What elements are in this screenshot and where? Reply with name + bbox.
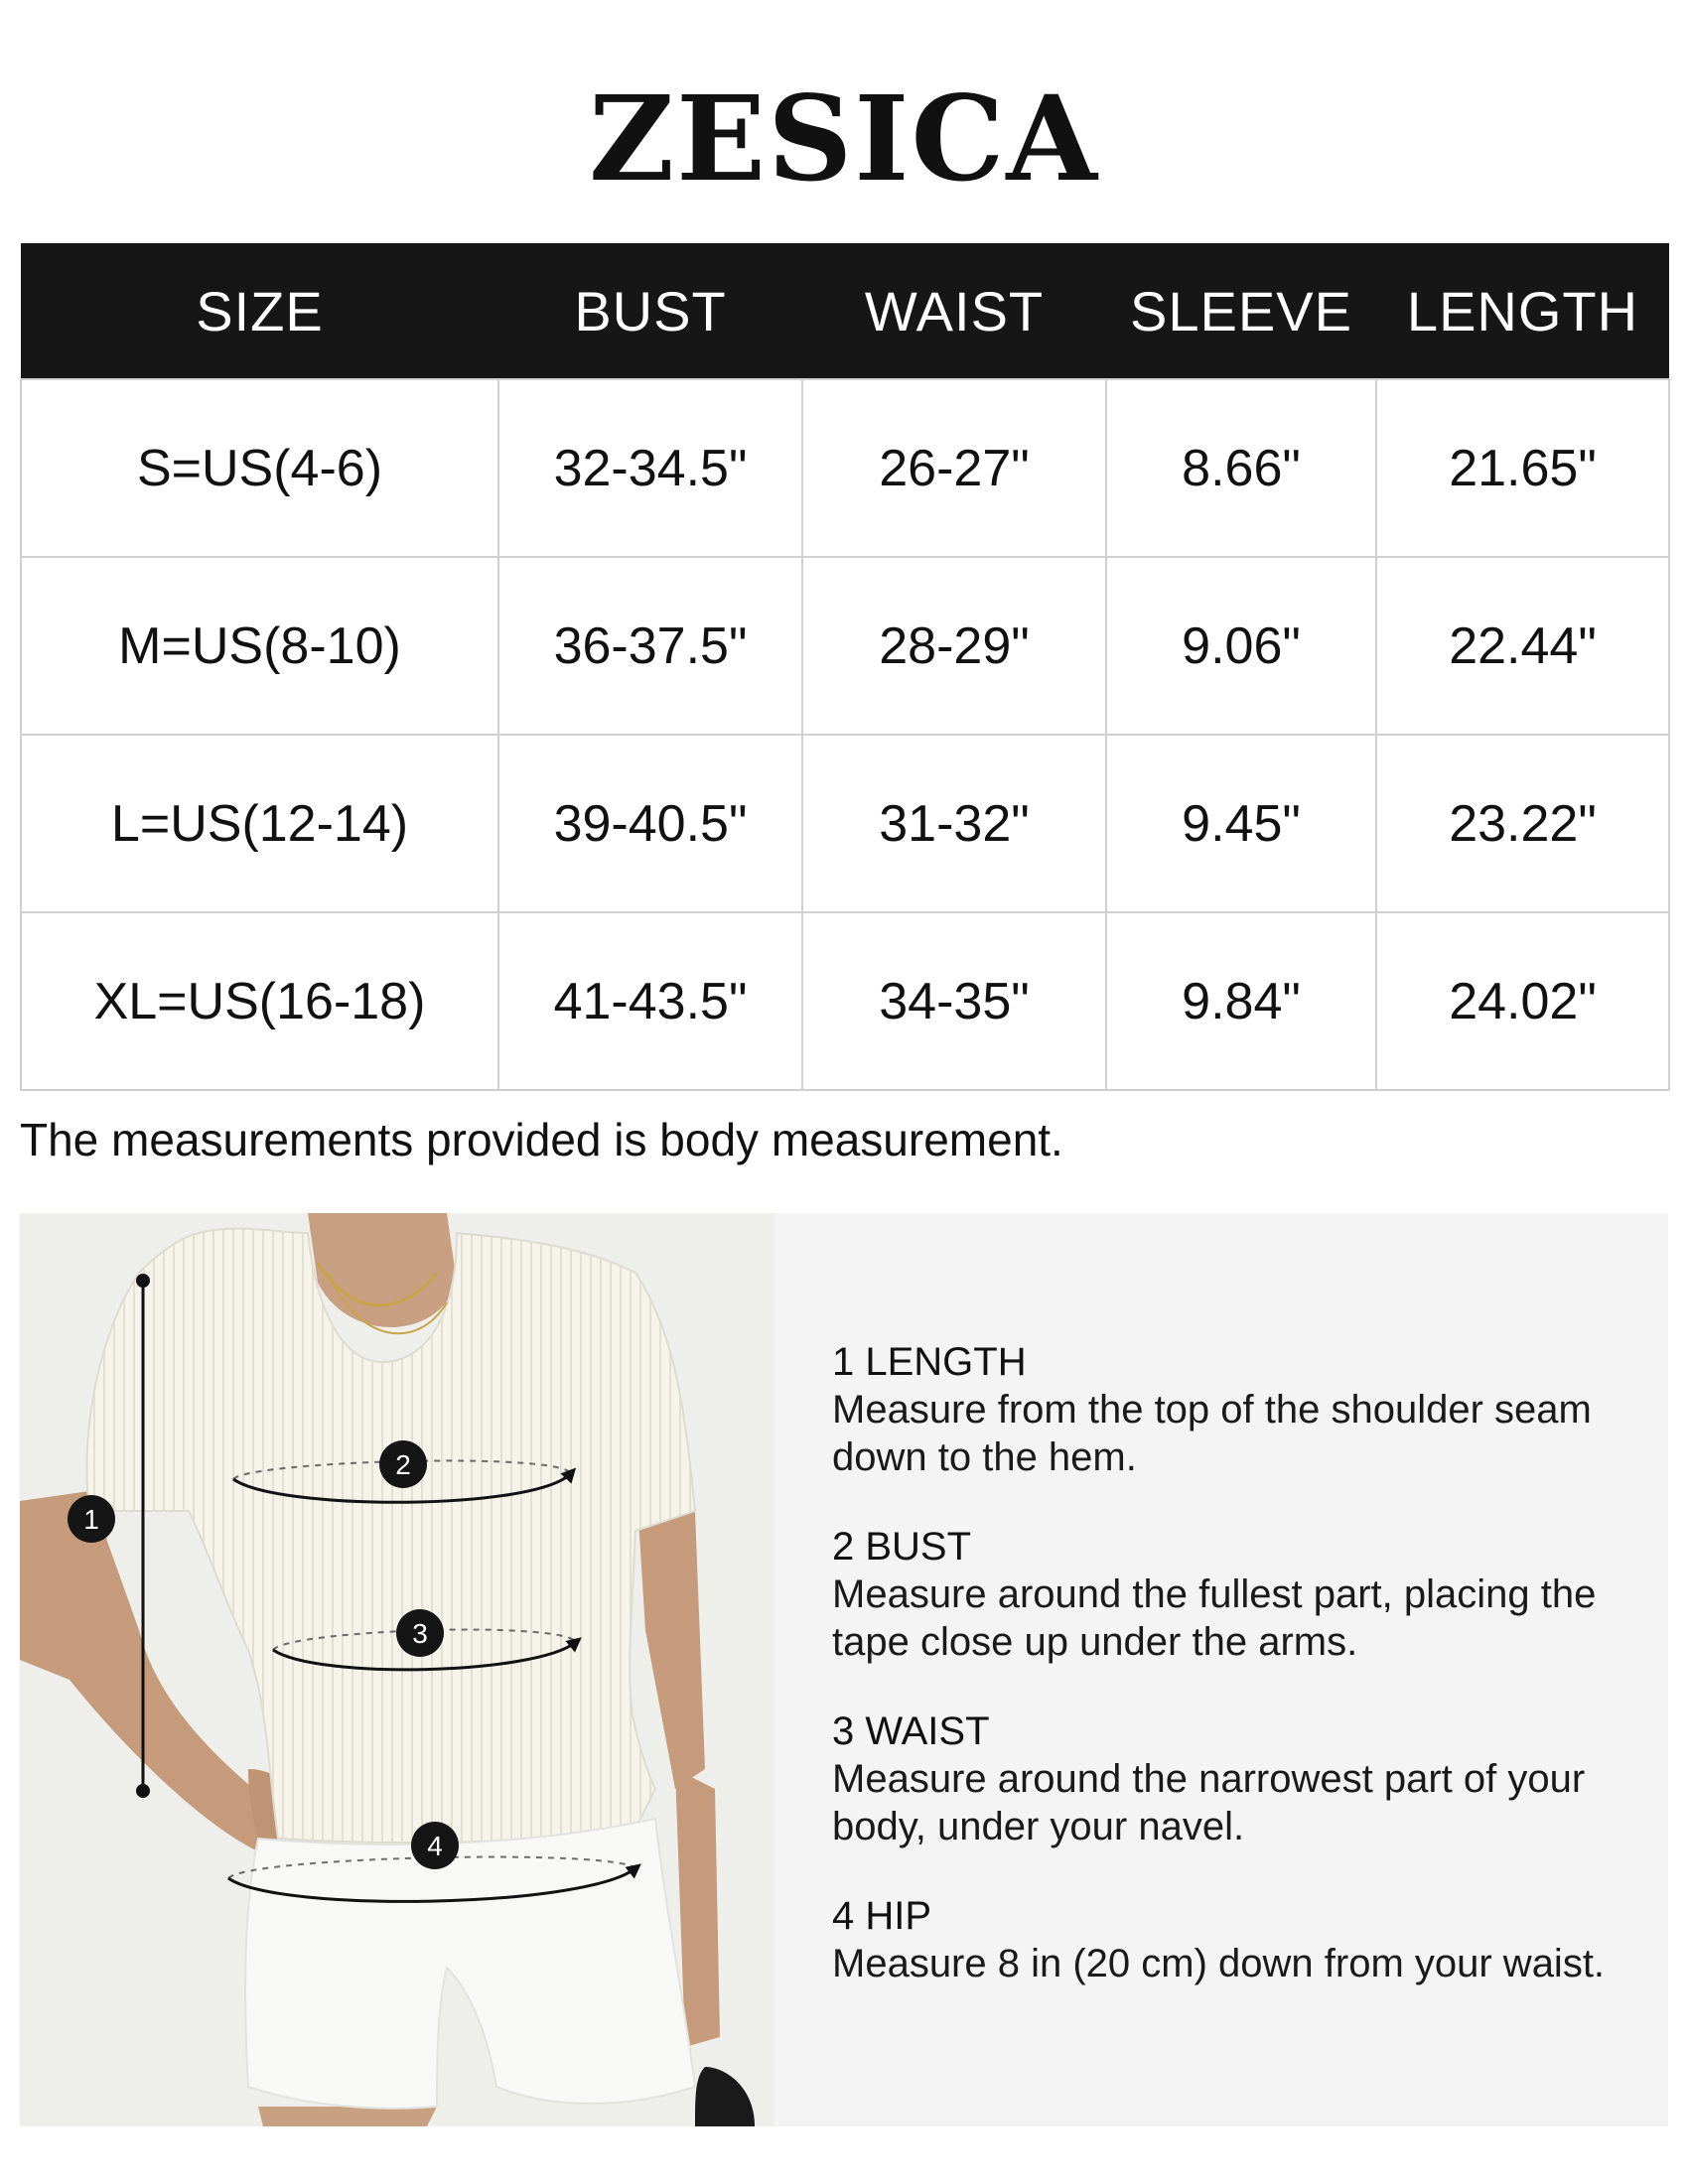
cell-waist: 34-35" [802, 912, 1106, 1090]
cell-length: 24.02" [1376, 912, 1669, 1090]
step-text: Measure 8 in (20 cm) down from your waist. [832, 1942, 1606, 1985]
header-length: LENGTH [1376, 243, 1669, 379]
cell-size: L=US(12-14) [21, 735, 498, 912]
header-bust: BUST [498, 243, 802, 379]
cell-length: 22.44" [1376, 557, 1669, 735]
marker-length [68, 1495, 115, 1543]
cell-sleeve: 9.45" [1106, 735, 1376, 912]
cell-bust: 41-43.5" [498, 912, 802, 1090]
size-chart-table [20, 243, 1670, 1091]
cell-bust: 36-37.5" [498, 557, 802, 735]
step-hip [832, 1892, 1646, 1987]
marker-label: 4 [427, 1831, 443, 1861]
marker-waist [396, 1609, 444, 1657]
table-row [21, 379, 1669, 557]
marker-label: 1 [83, 1504, 99, 1535]
cell-waist: 26-27" [802, 379, 1106, 557]
step-heading: 3 WAIST [832, 1709, 990, 1753]
marker-label: 2 [395, 1449, 411, 1480]
measurement-instructions [832, 1338, 1646, 2029]
brand-logo: ZESICA [589, 69, 1099, 207]
table-row [21, 912, 1669, 1090]
cell-length: 21.65" [1376, 379, 1669, 557]
cell-waist: 31-32" [802, 735, 1106, 912]
header-sleeve: SLEEVE [1106, 243, 1376, 379]
header-size: SIZE [21, 243, 498, 379]
step-text: Measure around the narrowest part of your body, under your navel. [832, 1757, 1586, 1848]
step-text: Measure around the fullest part, placing the tape close up under the arms. [832, 1572, 1597, 1664]
cell-size: XL=US(16-18) [21, 912, 498, 1090]
marker-hip [411, 1822, 459, 1869]
marker-label: 3 [412, 1618, 428, 1649]
cell-size: S=US(4-6) [21, 379, 498, 557]
cell-waist: 28-29" [802, 557, 1106, 735]
cell-size: M=US(8-10) [21, 557, 498, 735]
table-row [21, 735, 1669, 912]
step-waist [832, 1707, 1646, 1850]
header-waist: WAIST [802, 243, 1106, 379]
step-bust [832, 1523, 1646, 1666]
marker-bust [379, 1440, 427, 1488]
measurement-note: The measurements provided is body measurement. [20, 1114, 1063, 1165]
table-header-row [21, 243, 1669, 379]
cell-length: 23.22" [1376, 735, 1669, 912]
measuring-guide-panel [20, 1213, 1668, 2126]
cell-bust: 39-40.5" [498, 735, 802, 912]
cell-bust: 32-34.5" [498, 379, 802, 557]
step-heading: 4 HIP [832, 1894, 932, 1938]
cell-sleeve: 9.84" [1106, 912, 1376, 1090]
model-photo [20, 1213, 774, 2126]
step-text: Measure from the top of the shoulder seam down to the hem. [832, 1388, 1592, 1479]
step-heading: 1 LENGTH [832, 1340, 1027, 1384]
step-heading: 2 BUST [832, 1525, 972, 1569]
cell-sleeve: 9.06" [1106, 557, 1376, 735]
table-row [21, 557, 1669, 735]
cell-sleeve: 8.66" [1106, 379, 1376, 557]
step-length [832, 1338, 1646, 1481]
